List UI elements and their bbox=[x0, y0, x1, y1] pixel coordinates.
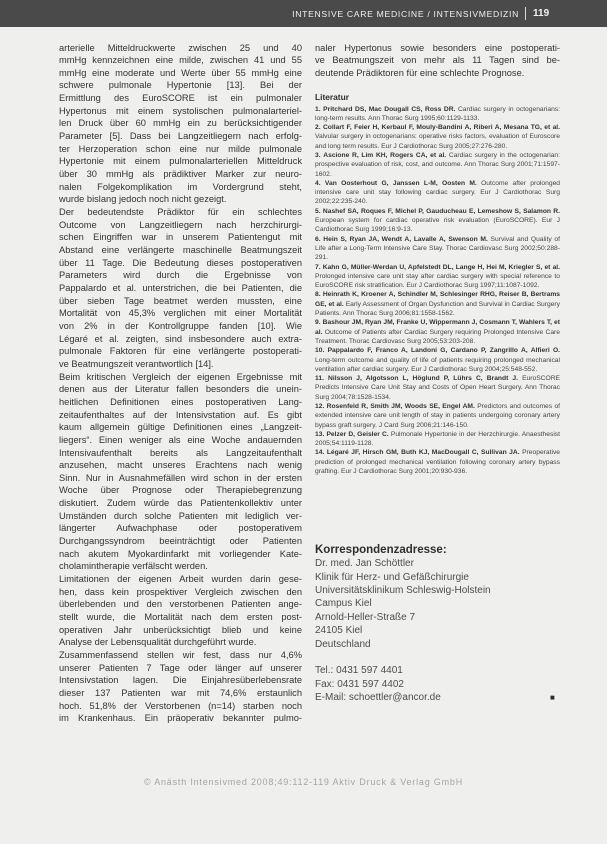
reference-number: 2. bbox=[315, 124, 321, 132]
text-line: Parameters wird durch die Ergebnisse von bbox=[59, 270, 302, 281]
text-line: diskutiert. Zudem würde das Patientenkollektiv unter bbox=[59, 498, 302, 509]
reference-number: 14. bbox=[315, 449, 325, 457]
text-line: Analyse der Lebensqualität durchgeführt wurde. bbox=[59, 637, 257, 648]
reference-item bbox=[315, 430, 560, 449]
text-line: nach akutem Myokardinfarkt mit vorliegender Kate- bbox=[59, 548, 302, 559]
reference-text: Valvular surgery in octogenarians: operative risks factors, evaluation of Euroscore and long term results. Eur J Cardiothorac Surg 2005;27:276-280. bbox=[315, 133, 560, 150]
text-line: nalen Folgekomplikation im Vordergrund steht, bbox=[59, 181, 302, 192]
end-of-article-icon: ■ bbox=[550, 693, 555, 702]
text-line: anzusehen, macht unseres Erachtens nach wenig bbox=[59, 460, 302, 471]
text-line: Pappalardo et al. unterstrichen, die bei Patienten, die bbox=[59, 282, 302, 293]
text-line: Limitationen der eigenen Arbeit wurden darin gese- bbox=[59, 574, 302, 585]
reference-text: Prolonged intensive care unit stay after cardiac surgery with special reference to EuroSCORE risk stratification. Eur J Cardiothorac Surg 1997;11:1087-1092. bbox=[315, 272, 560, 290]
reference-item bbox=[315, 448, 560, 476]
reference-text: Preoperative prediction of prolonged mechanical ventilation following coronary artery bypass grafting. Eur J Cardiothorac Surg 2001;20:930-936. bbox=[315, 449, 561, 476]
reference-text: EuroSCORE Predicts Intensive Care Unit Stay and Costs of Open Heart Surgery. Ann Thorac Surg 2004;78:1528-1534. bbox=[315, 375, 561, 401]
address-line: Universitätsklinikum Schleswig-Holstein bbox=[315, 585, 491, 597]
address-line: E-Mail: schoettler@ancor.de bbox=[315, 692, 441, 704]
reference-text: Predictors and outcomes of extended intensive care unit length of stay in patients undergoing coronary artery bypass graft surgery. J Card Surg 2006;21:146-150. bbox=[315, 403, 561, 429]
right-column-continuation bbox=[315, 42, 560, 80]
reference-text: European system for cardiac operative risk evaluation (EuroSCORE). Eur J Cardiothorac Surg 1999;16:9-13. bbox=[315, 217, 560, 234]
reference-authors: Pritchard DS, Mac Dougall CS, Ross DR. bbox=[323, 105, 456, 113]
address-line: Dr. med. Jan Schöttler bbox=[315, 558, 414, 570]
reference-text: Survival and Quality of Life after a Long-Term Intensive Care Stay. Thorac Cardiovasc Surg 2002;50:288-291. bbox=[315, 235, 560, 262]
reference-number: 3. bbox=[315, 151, 321, 159]
reference-item bbox=[315, 346, 560, 374]
text-line: ve Beatmungszeit von mehr als 11 Tagen sind be- bbox=[315, 55, 560, 66]
text-line: ter Herzoperation schon eine nur milde pulmonale bbox=[59, 143, 302, 154]
reference-text: Outcome after prolonged intensive care unit stay following cardiac surgery. Eur J Cardiothorac Surg 2002;22:235-240. bbox=[315, 179, 561, 206]
reference-authors: Van Oosterhout G, Janssen L-M, Oosten M. bbox=[324, 179, 477, 187]
left-column bbox=[59, 42, 302, 725]
text-line: heitlichen Definitionen eines postoperativen Lang- bbox=[59, 396, 302, 407]
text-line: Der bedeutendste Prädiktor für ein schlechtes bbox=[59, 207, 302, 218]
text-line: cholamintherapie verfälscht werden. bbox=[59, 561, 208, 572]
address-line: Deutschland bbox=[315, 638, 371, 650]
text-line: kaum allgemein gültige Definitionen eines „Langzeit- bbox=[59, 422, 302, 433]
text-line: Légaré et al. zeigten, sind insbesondere auch extra- bbox=[59, 333, 302, 344]
text-line: Parameter [5]. Dass bei Langzeitliegern nach erfolg- bbox=[59, 131, 302, 142]
reference-authors: Nashef SA, Roques F, Michel P, Gauducheau E, Lemeshow S, Salamon R. bbox=[322, 207, 560, 215]
text-line: Woche über Prognose oder Therapiebegrenzung bbox=[59, 485, 302, 496]
reference-item bbox=[315, 402, 560, 430]
text-line: Beim kritischen Vergleich der eigenen Ergebnisse mit bbox=[59, 371, 302, 382]
text-line: über sieben Tage beatmet werden mussten, eine bbox=[59, 295, 302, 306]
text-line: Mortalität von 45,3% verglichen mit einer Mortalität bbox=[59, 308, 302, 319]
reference-number: 9. bbox=[315, 319, 321, 327]
paragraph bbox=[59, 573, 302, 649]
address-line: Tel.: 0431 597 4401 bbox=[315, 665, 403, 677]
reference-authors: Pelzer D, Geisler C. bbox=[326, 430, 389, 438]
reference-authors: Rosenfeld R, Smith JM, Woods SE, Engel AM. bbox=[326, 403, 475, 410]
reference-item bbox=[315, 207, 560, 235]
reference-number: 13. bbox=[315, 430, 325, 438]
text-line: Zusammenfassend stellen wir fest, dass nur 4,6% bbox=[59, 650, 302, 660]
reference-authors: Collart F, Feier H, Kerbaul F, Mouly-Bandini A, Riberi A, Mesana TG, et al. bbox=[322, 124, 561, 132]
reference-number: 11. bbox=[315, 375, 324, 383]
reference-item bbox=[315, 151, 560, 179]
text-line: zeitaufenthaltes auf der Intensivstation auf. Es gibt bbox=[59, 409, 302, 420]
reference-item bbox=[315, 105, 560, 124]
text-line: schen Eingriffen war in unserem Patientengut mit bbox=[59, 232, 302, 243]
references-heading: Literatur bbox=[315, 91, 349, 102]
page-footer: © Anästh Intensivmed 2008;49:112-119 Aktiv Druck & Verlag GmbH bbox=[143, 777, 464, 787]
address-line: Arnold-Heller-Straße 7 bbox=[315, 611, 416, 623]
text-line: Ermittlung des EuroSCORE ist ein pulmonaler bbox=[59, 93, 302, 104]
reference-item bbox=[315, 318, 560, 346]
text-line: operativen Jahr unberücksichtigt blieb und keine bbox=[59, 624, 302, 635]
reference-item bbox=[315, 374, 560, 402]
text-line: Intensivstation lagen. Die Einjahresüberlebensrate bbox=[59, 675, 302, 686]
reference-number: 5. bbox=[315, 207, 321, 215]
paragraph bbox=[59, 206, 302, 371]
paragraph bbox=[59, 371, 302, 574]
reference-text: Cardiac surgery in octogenarians: long-term results. Ann Thorac Surg 1995;60:1129-1133. bbox=[315, 105, 561, 122]
text-line: Intensivaufenthalt bereits als Langzeitaufenthalt bbox=[59, 447, 302, 458]
text-line: Sinn. Nur in Ausnahmefällen wird schon in der ersten bbox=[59, 472, 302, 483]
reference-authors: Kahn G, Müller-Werdan U, Apfelstedt DL, Lange H, Hei M, Kriegler S, et al. bbox=[322, 263, 561, 271]
text-line: mmHg kennzeichnen eine milde, zwischen 41 und 55 bbox=[59, 55, 302, 66]
reference-authors: Hein S, Ryan JA, Wendt A, Lavalle A, Swenson M. bbox=[323, 235, 488, 243]
reference-text: Outcome of Patients after Cardiac Surgery requiring Prolonged Intensive Care Treatment. Thorac Cardiovasc Surg 2005;53:203-208. bbox=[315, 328, 560, 345]
reference-text: Cardiac surgery in the octogenarian: prospective evaluation of risk, cost, and outcome. Ann Thorac Surg 2001;71:1597-1602. bbox=[315, 151, 561, 178]
reference-authors: Ascione R, Lim KH, Rogers CA, et al. bbox=[323, 151, 447, 159]
correspondence-heading: Korrespondenzadresse: bbox=[315, 543, 447, 556]
text-line: im Krankenhaus. Ein präoperativ bekannter pulmo- bbox=[59, 713, 302, 724]
text-line: wurde bislang jedoch noch nicht gezeigt. bbox=[59, 194, 227, 205]
header-divider bbox=[525, 7, 526, 20]
text-line: unserer Patienten 7 Tage oder länger auf unserer bbox=[59, 662, 302, 673]
text-line: arterielle Mitteldruckwerte zwischen 25 und 40 bbox=[59, 42, 302, 53]
reference-authors: Bashour JM, Ryan JM, Franke U, Wippermann J, Cosmann T, Wahlers T, et al. bbox=[315, 319, 561, 336]
reference-number: 4. bbox=[315, 179, 321, 187]
text-line: mmHg eine moderate und Werte über 55 mmHg eine bbox=[59, 67, 302, 78]
reference-item bbox=[315, 235, 560, 263]
text-line: dieser 137 Patienten war mit 74,6% erstaunlich bbox=[59, 687, 302, 698]
text-line: naler Hypertonus sowie besonders eine postoperati- bbox=[315, 42, 560, 53]
reference-authors: Pappalardo F, Franco A, Landoni G, Cardano P, Zangrillo A, Alfieri O. bbox=[327, 347, 561, 355]
address-line: Fax: 0431 597 4402 bbox=[315, 678, 404, 690]
paragraph bbox=[59, 42, 302, 207]
text-line: überlebenden und den verstorbenen Patienten ange- bbox=[59, 599, 302, 610]
reference-number: 1. bbox=[315, 105, 321, 113]
reference-item bbox=[315, 290, 560, 318]
text-line: hoch. 51,8% der Verstorbenen (n=14) starben noch bbox=[59, 700, 302, 711]
reference-text: Pulmonale Hypertonie in der Herzchirurgie. Anaesthesist 2005;54:1119-1128. bbox=[315, 430, 561, 448]
text-line: denen aus der Literatur fallen besonders die unein- bbox=[59, 384, 302, 395]
reference-number: 7. bbox=[315, 263, 321, 271]
address-line: Campus Kiel bbox=[315, 598, 372, 610]
page-number: 119 bbox=[533, 8, 550, 19]
text-line: Hypertonie mit einem pulmonalarteriellen Mitteldruck bbox=[59, 156, 302, 167]
journal-title: INTENSIVE CARE MEDICINE / INTENSIVMEDIZIN bbox=[292, 9, 519, 19]
references-list bbox=[315, 105, 560, 477]
address-line: 24105 Kiel bbox=[315, 625, 363, 637]
text-line: Durchgangssyndrom beeinträchtigt oder Patienten bbox=[59, 536, 302, 547]
text-line: von 2% in der Kontrollgruppe fanden [10]. Wie bbox=[59, 320, 302, 331]
text-line: Outcome von Langzeitliegern nach herzchirurgi- bbox=[59, 219, 302, 230]
reference-number: 6. bbox=[315, 235, 321, 243]
reference-item bbox=[315, 123, 560, 151]
address-line: Klinik für Herz- und Gefäßchirurgie bbox=[315, 571, 469, 583]
reference-number: 12. bbox=[315, 403, 325, 410]
text-line: hen, dass kein prospektiver Vergleich zwischen den bbox=[59, 586, 302, 597]
reference-item bbox=[315, 263, 560, 291]
text-line: über 11 Tage. Die Bedeutung dieses postoperativen bbox=[59, 257, 302, 268]
reference-item bbox=[315, 179, 560, 207]
text-line: deutende Prädiktoren für eine schlechte Prognose. bbox=[315, 67, 525, 78]
text-line: pulmonale Faktoren für eine verlängerte postoperati- bbox=[59, 346, 302, 357]
text-line: Hypertonus mit einem systolischen pulmonalarteriel- bbox=[59, 105, 302, 116]
text-line: stellt wurde, die Mortalität nach dem ersten post- bbox=[59, 612, 302, 623]
text-line: liegers“. Einen weniger als eine Woche andauernden bbox=[59, 434, 302, 445]
reference-number: 10. bbox=[315, 347, 325, 355]
reference-text: Long-term outcome and quality of life of patients requiring prolonged mechanical ventilation after cardiac surgery. Eur J Cardiothorac Surg 2004;25:548-552. bbox=[315, 356, 560, 373]
paragraph bbox=[59, 649, 302, 725]
reference-text: Early Assessment of Organ Dysfunction and Survival in Cardiac Surgery Patients. Ann Thorac Surg 2006;81:1558-1562. bbox=[315, 300, 560, 318]
reference-authors: Heinrath K, Kroener A, Schindler M, Schlesinger RHG, Reiser B, Bertrams GE, et al. bbox=[315, 291, 560, 308]
text-line: über 30 mmHg als prädiktiver Marker zur neuro- bbox=[59, 169, 302, 180]
text-line: ve Beatmungszeit verantwortlich [14]. bbox=[59, 358, 214, 369]
text-line: len Druck über 60 mmHg ein zu berücksichtigender bbox=[59, 118, 302, 129]
reference-authors: Nilsson J, Algotsson L, Höglund P, Lührs C, Brandt J. bbox=[328, 375, 518, 383]
reference-number: 8. bbox=[315, 291, 321, 299]
text-line: Umständen durch solche Patienten mit lediglich ver- bbox=[59, 510, 302, 521]
text-line: Abstand eine verlängerte maschinelle Beatmungszeit bbox=[59, 245, 302, 255]
reference-authors: Légaré JF, Hirsch GM, Buth KJ, MacDougall C, Sullivan JA. bbox=[326, 449, 520, 457]
correspondence-address bbox=[315, 557, 545, 704]
text-line: längerter Aufwachphase oder postoperativem bbox=[59, 523, 302, 534]
text-line: schwere pulmonale Hypertonie [13]. Bei der bbox=[59, 80, 302, 91]
